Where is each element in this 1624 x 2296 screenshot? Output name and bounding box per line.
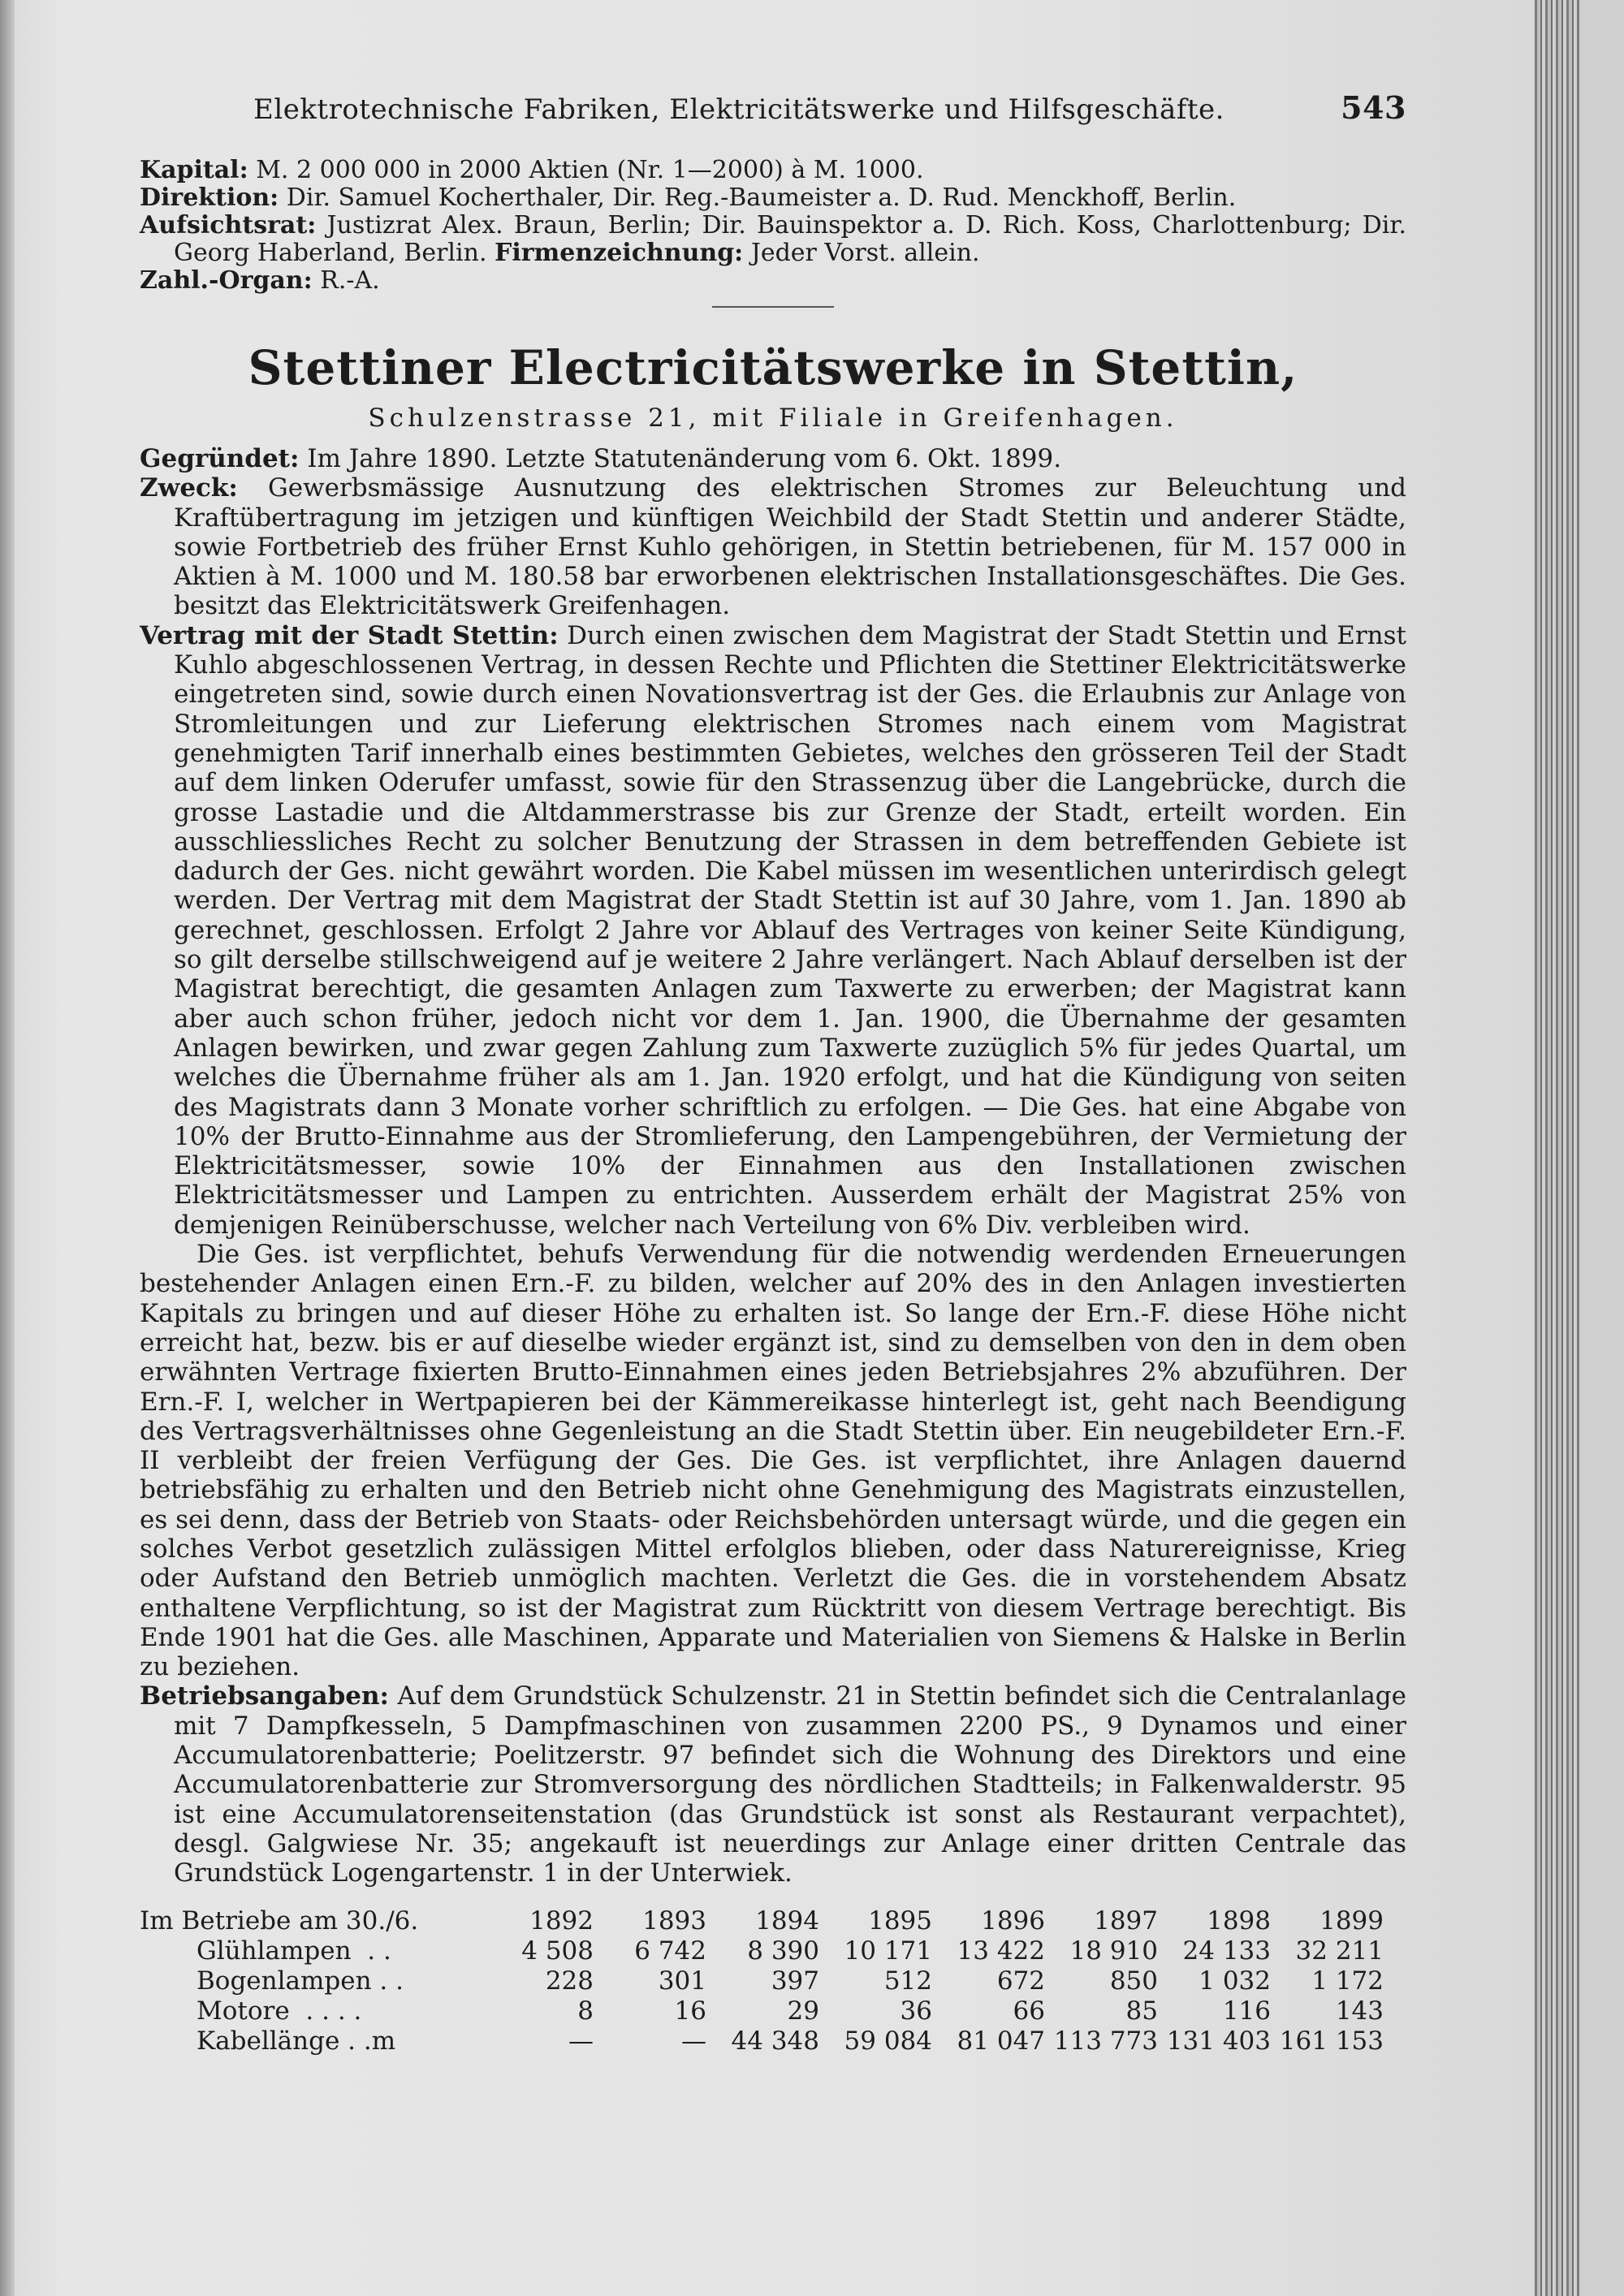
direction-entry <box>140 184 1406 212</box>
table-cell: 59 084 <box>844 2026 932 2056</box>
year-header: 1894 <box>755 1905 819 1936</box>
organ-entry <box>140 267 1406 295</box>
table-cell: 6 742 <box>634 1936 706 1966</box>
table-cell: 1 172 <box>1311 1966 1384 1996</box>
table-header-label: Im Betriebe am 30./6. <box>140 1905 419 1936</box>
capital-text: M. 2 000 000 in 2000 Aktien (Nr. 1—2000) à M. 1000. <box>256 156 924 184</box>
table-cell: 44 348 <box>731 2026 819 2056</box>
page-left-shadow <box>0 0 15 2296</box>
running-head <box>253 89 1406 126</box>
board-entry <box>140 212 1406 267</box>
table-cell: 850 <box>1109 1966 1158 1996</box>
table-cell: 4 508 <box>521 1936 594 1966</box>
year-header: 1896 <box>981 1905 1045 1936</box>
founded-label: Gegründet: <box>140 444 300 473</box>
table-cell: 228 <box>545 1966 594 1996</box>
year-header: 1898 <box>1207 1905 1271 1936</box>
year-header: 1897 <box>1094 1905 1158 1936</box>
table-cell: 85 <box>1125 1996 1158 2026</box>
table-row <box>140 2026 1406 2056</box>
board-label: Aufsichtsrat: <box>140 211 317 240</box>
row-label: Glühlampen . . <box>197 1936 391 1966</box>
signature-label: Firmenzeichnung: <box>495 239 744 267</box>
direction-text: Dir. Samuel Kocherthaler, Dir. Reg.-Baumeister a. D. Rud. Menckhoff, Berlin. <box>286 183 1237 212</box>
operations-label: Betriebsangaben: <box>140 1681 389 1711</box>
contract-label: Vertrag mit der Stadt Stettin: <box>140 620 559 650</box>
year-header: 1892 <box>529 1905 594 1936</box>
operations-text: Auf dem Grundstück Schulzenstr. 21 in Stettin befindet sich die Centralanlage mit 7 Dampfkesseln, 5 Dampfmaschinen von zusammen 2200 PS., 9 Dynamos und einer Accumulatorenbatterie; Poelitzerstr. 97 befindet sich die Wohnung des Direktors und eine Accumulatorenbatterie zur Stromversorgung des nördlichen Stadtteils; in Falkenwalderstr. 95 ist eine Accumulatorenseitenstation (das Grundstück ist sonst als Restaurant verpachtet), desgl. Galgwiese Nr. 35; angekauft ist neuerdings zur Anlage einer dritten Centrale das Grundstück Logengartenstr. 1 in der Unterwiek. <box>174 1681 1407 1888</box>
book-spine-edge <box>1535 0 1579 2296</box>
table-cell: 13 422 <box>957 1936 1045 1966</box>
table-cell: 29 <box>787 1996 819 2026</box>
table-cell: 66 <box>1013 1996 1045 2026</box>
capital-label: Kapital: <box>140 156 248 184</box>
page-number: 543 <box>1341 89 1406 126</box>
table-cell: 116 <box>1222 1996 1271 2026</box>
founded-entry <box>140 444 1406 473</box>
board-text: Justizrat Alex. Braun, Berlin; Dir. Bauinspektor a. D. Rich. Koss, Charlottenburg; Dir. Georg Haberland, Berlin. <box>174 211 1406 267</box>
table-cell: 24 133 <box>1182 1936 1271 1966</box>
purpose-label: Zweck: <box>140 473 238 503</box>
table-cell: 301 <box>658 1966 706 1996</box>
direction-label: Direktion: <box>140 183 279 212</box>
row-label: Motore . . . . <box>197 1996 362 2026</box>
previous-company-tail <box>140 157 1406 308</box>
table-row <box>140 1936 1406 1966</box>
table-cell: 131 403 <box>1166 2026 1271 2056</box>
signature-text: Jeder Vorst. allein. <box>750 239 980 267</box>
table-cell: 143 <box>1335 1996 1384 2026</box>
table-cell: 36 <box>900 1996 932 2026</box>
company-title: Stettiner Electricitätswerke in Stettin, <box>248 340 1298 395</box>
table-row <box>140 1966 1406 1996</box>
table-cell: 8 390 <box>747 1936 819 1966</box>
year-header: 1899 <box>1320 1905 1384 1936</box>
founded-text: Im Jahre 1890. Letzte Statutenänderung vom 6. Okt. 1899. <box>307 444 1062 473</box>
contract-entry <box>140 621 1406 1240</box>
table-cell: 8 <box>577 1996 594 2026</box>
table-cell: 672 <box>996 1966 1045 1996</box>
organ-text: R.-A. <box>320 266 380 295</box>
operations-stats-table <box>140 1906 1406 2056</box>
purpose-entry <box>140 473 1406 620</box>
organ-label: Zahl.-Organ: <box>140 266 313 295</box>
table-cell: 18 910 <box>1069 1936 1158 1966</box>
contract-text: Durch einen zwischen dem Magistrat der Stadt Stettin und Ernst Kuhlo abgeschlossenen Vertrag, in dessen Rechte und Pflichten die Stettiner Elektricitätswerke eingetreten sind, sowie durch einen Novationsvertrag ist der Ges. die Erlaubnis zur Anlage von Stromleitungen und zur Lieferung elektrischen Stromes nach einem vom Magistrat genehmigten Tarif innerhalb eines bestimmten Gebietes, welches den grösseren Teil der Stadt auf dem linken Oderufer umfasst, sowie für den Strassenzug über die Langebrücke, durch die grosse Lastadie und die Altdammerstrasse bis zur Grenze der Stadt, erteilt worden. Ein ausschliessliches Recht zu solcher Benutzung der Strassen in dem betreffenden Gebiete ist dadurch der Ges. nicht gewährt worden. Die Kabel müssen im wesentlichen unterirdisch gelegt werden. Der Vertrag mit dem Magistrat der Stadt Stettin ist auf 30 Jahre, vom 1. Jan. 1890 ab gerechnet, geschlossen. Erfolgt 2 Jahre vor Ablauf des Vertrages von keiner Seite Kündigung, so gilt derselbe stillschweigend auf je weitere 2 Jahre verlängert. Nach Ablauf derselben ist der Magistrat berechtigt, die gesamten Anlagen zum Taxwerte zu erwerben; der Magistrat kann aber auch schon früher, jedoch nicht vor dem 1. Jan. 1900, die Übernahme der gesamten Anlagen bewirken, und zwar gegen Zahlung zum Taxwerte zuzüglich 5% für jedes Quartal, um welches die Übernahme früher als am 1. Jan. 1920 erfolgt, und hat die Kündigung von seiten des Magistrats dann 3 Monate vorher schriftlich zu erfolgen. — Die Ges. hat eine Abgabe von 10% der Brutto-Einnahme aus der Stromlieferung, den Lampengebühren, der Vermietung der Elektricitätsmesser, sowie 10% der Einnahmen aus den Installationen zwischen Elektricitätsmesser und Lampen zu entrichten. Ausserdem erhält der Magistrat 25% von demjenigen Reinüberschusse, welcher nach Verteilung von 6% Div. verbleiben wird. <box>174 620 1406 1240</box>
table-cell: — <box>681 2026 706 2056</box>
contract-paragraph-2: Die Ges. ist verpflichtet, behufs Verwendung für die notwendig werdenden Erneuerungen bestehender Anlagen einen Ern.-F. zu bilden, welcher auf 20% des in den Anlagen investierten Kapitals zu bringen und auf dieser Höhe zu erhalten ist. So lange der Ern.-F. diese Höhe nicht erreicht hat, bezw. bis er auf dieselbe wieder ergänzt ist, sind zu demselben von den in dem oben erwähnten Vertrage fixierten Brutto-Einnahmen eines jeden Betriebsjahres 2% abzuführen. Der Ern.-F. I, welcher in Wertpapieren bei der Kämmereikasse hinterlegt ist, geht nach Beendigung des Vertragsverhältnisses ohne Gegenleistung an die Stadt Stettin über. Ein neugebildeter Ern.-F. II verbleibt der freien Verfügung der Ges. Die Ges. ist verpflichtet, ihre Anlagen dauernd betriebsfähig zu erhalten und den Betrieb nicht ohne Genehmigung des Magistrats einzustellen, es sei denn, dass der Betrieb von Staats- oder Reichsbehörden untersagt würde, und die gegen ein solches Verbot gesetzlich zulässigen Mittel erfolglos blieben, oder dass Naturereignisse, Krieg oder Aufstand den Betrieb unmöglich machten. Verletzt die Ges. die in vorstehendem Absatz enthaltene Verpflichtung, so ist der Magistrat zum Rücktritt von diesem Vertrage berechtigt. Bis Ende 1901 hat die Ges. alle Maschinen, Apparate und Materialien von Siemens & Halske in Berlin zu beziehen. <box>140 1240 1406 1682</box>
page-content <box>140 89 1406 2056</box>
running-title: Elektrotechnische Fabriken, Elektricitätswerke und Hilfsgeschäfte. <box>253 93 1224 126</box>
year-header: 1893 <box>642 1905 706 1936</box>
table-cell: — <box>568 2026 594 2056</box>
purpose-text: Gewerbsmässige Ausnutzung des elektrischen Stromes zur Beleuchtung und Kraftübertragung im jetzigen und künftigen Weichbild der Stadt Stettin und anderer Städte, sowie Fortbetrieb des früher Ernst Kuhlo gehörigen, in Stettin betriebenen, für M. 157 000 in Aktien à M. 1000 und M. 180.58 bar erworbenen elektrischen Installationsgeschäftes. Die Ges. besitzt das Elektricitätswerk Greifenhagen. <box>174 473 1407 621</box>
table-header-row <box>140 1906 1406 1936</box>
table-cell: 161 153 <box>1279 2026 1384 2056</box>
capital-entry <box>140 157 1406 184</box>
company-subtitle: Schulzenstrasse 21, mit Filiale in Greifenhagen. <box>368 404 1178 433</box>
table-cell: 113 773 <box>1053 2026 1158 2056</box>
table-row <box>140 1996 1406 2026</box>
table-cell: 32 211 <box>1295 1936 1384 1966</box>
table-cell: 512 <box>883 1966 932 1996</box>
table-cell: 397 <box>771 1966 819 1996</box>
table-cell: 16 <box>674 1996 706 2026</box>
table-cell: 81 047 <box>957 2026 1045 2056</box>
table-cell: 10 171 <box>844 1936 932 1966</box>
company-body <box>140 444 1406 1888</box>
operations-entry <box>140 1681 1406 1888</box>
row-label: Bogenlampen . . <box>197 1966 404 1996</box>
row-label: Kabellänge . .m <box>197 2026 396 2056</box>
table-cell: 1 032 <box>1199 1966 1271 1996</box>
year-header: 1895 <box>868 1905 932 1936</box>
section-divider <box>712 306 834 308</box>
